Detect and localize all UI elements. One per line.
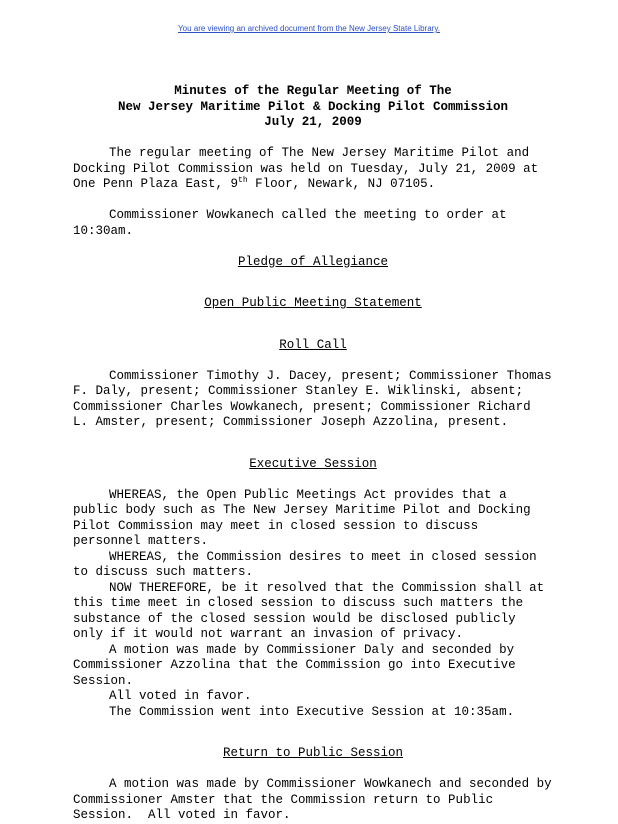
archive-notice-link[interactable]: You are viewing an archived document from the New Jersey State Library. — [178, 24, 440, 33]
resolved-paragraph: NOW THEREFORE, be it resolved that the Commission shall at this time meet in closed session to discuss such matters the substance of the closed session would be disclosed publicly only if it would not warrant an invasion of privacy. — [73, 580, 545, 641]
roll-call-paragraph: Commissioner Timothy J. Dacey, present; Commissioner Thomas F. Daly, present; Commissioner Stanley E. Wiklinski, absent; Commissioner Charles Wowkanech, present; Commissioner Richard L. Amster, present; Commissioner Joseph Azzolina, present. — [73, 368, 552, 429]
executive-entered-line: The Commission went into Executive Session at 10:35am. — [109, 704, 515, 719]
intro-text-end: Floor, Newark, NJ 07105. — [247, 177, 436, 191]
whereas-commission-desires-paragraph: WHEREAS, the Commission desires to meet in closed session to discuss such matters. — [73, 549, 537, 579]
title-line-2: New Jersey Maritime Pilot & Docking Pilot Commission — [117, 99, 509, 114]
heading-pledge-of-allegiance: Pledge of Allegiance — [237, 254, 389, 269]
intro-text: The regular meeting of The New Jersey Maritime Pilot and Docking Pilot Commission was held on Tuesday, July 21, 2009 at One Penn Plaza East, 9 — [73, 146, 539, 191]
title-line-1: Minutes of the Regular Meeting of The — [174, 84, 452, 98]
whereas-open-meetings-paragraph: WHEREAS, the Open Public Meetings Act provides that a public body such as The New Jersey Maritime Pilot and Docking Pilot Commission may meet in closed session to discuss personnel matters. — [73, 487, 531, 548]
call-to-order-paragraph: Commissioner Wowkanech called the meeting to order at 10:30am. — [73, 208, 507, 238]
heading-open-public-meeting-statement: Open Public Meeting Statement — [204, 296, 422, 310]
executive-motion-paragraph: A motion was made by Commissioner Daly and seconded by Commissioner Azzolina that the Commission go into Executive Session. — [73, 642, 516, 688]
floor-ordinal-suffix: th — [238, 175, 248, 185]
document-title — [73, 84, 553, 131]
heading-roll-call: Roll Call — [279, 337, 347, 352]
title-date: July 21, 2009 — [264, 115, 362, 129]
heading-return-to-public-session: Return to Public Session — [222, 746, 404, 760]
heading-executive-session: Executive Session — [249, 456, 377, 471]
return-to-public-paragraph: A motion was made by Commissioner Wowkanech and seconded by Commissioner Amster that the Commission return to Public Session. All voted in favor. — [73, 777, 560, 822]
meeting-minutes-document — [73, 84, 560, 824]
intro-paragraph — [73, 146, 553, 193]
executive-vote-line: All voted in favor. — [109, 689, 252, 703]
